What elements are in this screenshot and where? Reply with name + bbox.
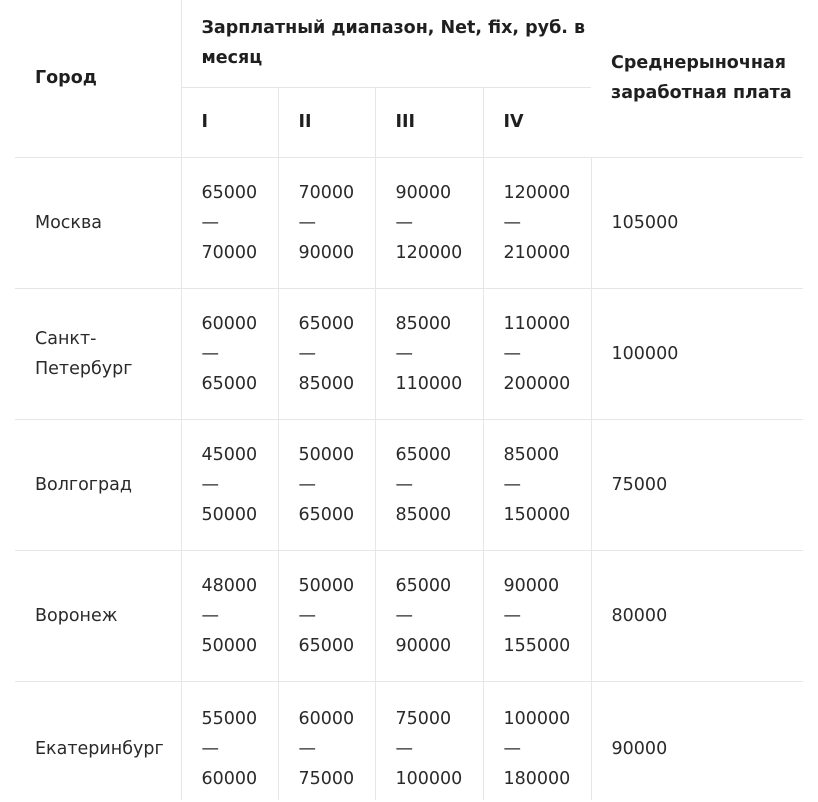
range-from: 85000 bbox=[503, 444, 560, 465]
range-dash: — bbox=[298, 474, 316, 495]
table-row bbox=[15, 157, 803, 288]
range-dash: — bbox=[201, 474, 219, 495]
range-to: 60000 bbox=[201, 768, 258, 789]
tier-header-2: II bbox=[278, 87, 375, 157]
range-from: 60000 bbox=[298, 708, 355, 729]
range-from: 65000 bbox=[395, 444, 452, 465]
range-from: 65000 bbox=[395, 575, 452, 596]
range-cell-tier-3 bbox=[375, 288, 483, 419]
range-to: 70000 bbox=[201, 242, 258, 263]
range-cell-tier-3 bbox=[375, 419, 483, 550]
range-dash: — bbox=[395, 212, 413, 233]
average-salary-cell: 105000 bbox=[591, 157, 803, 288]
range-from: 55000 bbox=[201, 708, 258, 729]
range-to: 65000 bbox=[298, 504, 355, 525]
range-cell-tier-1 bbox=[181, 550, 278, 681]
range-cell-tier-2 bbox=[278, 681, 375, 800]
range-to: 65000 bbox=[298, 635, 355, 656]
range-to: 210000 bbox=[503, 242, 571, 263]
average-salary-cell: 90000 bbox=[591, 681, 803, 800]
range-cell-tier-1 bbox=[181, 681, 278, 800]
range-cell-tier-2 bbox=[278, 419, 375, 550]
table-row bbox=[15, 550, 803, 681]
range-cell-tier-4 bbox=[483, 550, 591, 681]
range-from: 90000 bbox=[395, 182, 452, 203]
range-to: 90000 bbox=[298, 242, 355, 263]
range-dash: — bbox=[201, 738, 219, 759]
table-row bbox=[15, 288, 803, 419]
range-cell-tier-3 bbox=[375, 157, 483, 288]
city-cell: Волгоград bbox=[15, 419, 181, 550]
range-dash: — bbox=[503, 212, 521, 233]
range-to: 180000 bbox=[503, 768, 571, 789]
city-cell: Санкт-Петербург bbox=[15, 288, 181, 419]
range-to: 85000 bbox=[298, 373, 355, 394]
range-cell-tier-3 bbox=[375, 681, 483, 800]
range-from: 110000 bbox=[503, 313, 571, 334]
range-cell-tier-1 bbox=[181, 157, 278, 288]
range-dash: — bbox=[503, 605, 521, 626]
range-dash: — bbox=[201, 605, 219, 626]
range-cell-tier-2 bbox=[278, 157, 375, 288]
tier-header-1: I bbox=[181, 87, 278, 157]
average-salary-column-header: Среднерыночная заработная плата bbox=[591, 0, 803, 157]
range-to: 90000 bbox=[395, 635, 452, 656]
range-dash: — bbox=[503, 474, 521, 495]
city-column-header: Город bbox=[15, 0, 181, 157]
range-dash: — bbox=[201, 212, 219, 233]
range-to: 75000 bbox=[298, 768, 355, 789]
salary-range-group-header: Зарплатный диапазон, Net, fix, руб. в месяц bbox=[181, 0, 591, 87]
range-dash: — bbox=[503, 343, 521, 364]
range-from: 100000 bbox=[503, 708, 571, 729]
tier-header-3: III bbox=[375, 87, 483, 157]
range-dash: — bbox=[201, 343, 219, 364]
average-salary-cell: 80000 bbox=[591, 550, 803, 681]
average-salary-cell: 100000 bbox=[591, 288, 803, 419]
average-salary-cell: 75000 bbox=[591, 419, 803, 550]
range-cell-tier-2 bbox=[278, 288, 375, 419]
range-cell-tier-1 bbox=[181, 288, 278, 419]
city-cell: Екатеринбург bbox=[35, 738, 164, 759]
range-from: 90000 bbox=[503, 575, 560, 596]
range-from: 48000 bbox=[201, 575, 258, 596]
range-to: 65000 bbox=[201, 373, 258, 394]
range-cell-tier-4 bbox=[483, 157, 591, 288]
range-cell-tier-4 bbox=[483, 419, 591, 550]
range-to: 50000 bbox=[201, 635, 258, 656]
range-to: 50000 bbox=[201, 504, 258, 525]
tier-header-4: IV bbox=[483, 87, 591, 157]
salary-table bbox=[15, 0, 803, 800]
range-cell-tier-4 bbox=[483, 288, 591, 419]
range-from: 75000 bbox=[395, 708, 452, 729]
range-from: 45000 bbox=[201, 444, 258, 465]
header-row-top bbox=[15, 0, 803, 87]
range-to: 200000 bbox=[503, 373, 571, 394]
range-to: 110000 bbox=[395, 373, 463, 394]
range-dash: — bbox=[298, 343, 316, 364]
range-dash: — bbox=[298, 605, 316, 626]
city-cell: Москва bbox=[15, 157, 181, 288]
range-cell-tier-1 bbox=[181, 419, 278, 550]
range-from: 70000 bbox=[298, 182, 355, 203]
range-from: 120000 bbox=[503, 182, 571, 203]
range-dash: — bbox=[395, 605, 413, 626]
range-from: 50000 bbox=[298, 575, 355, 596]
range-from: 65000 bbox=[298, 313, 355, 334]
range-cell-tier-2 bbox=[278, 550, 375, 681]
range-from: 50000 bbox=[298, 444, 355, 465]
table-row bbox=[15, 419, 803, 550]
range-cell-tier-3 bbox=[375, 550, 483, 681]
range-cell-tier-4 bbox=[483, 681, 591, 800]
range-dash: — bbox=[395, 474, 413, 495]
range-to: 150000 bbox=[503, 504, 571, 525]
range-from: 65000 bbox=[201, 182, 258, 203]
range-from: 85000 bbox=[395, 313, 452, 334]
range-dash: — bbox=[503, 738, 521, 759]
range-dash: — bbox=[298, 738, 316, 759]
city-cell: Воронеж bbox=[15, 550, 181, 681]
range-to: 85000 bbox=[395, 504, 452, 525]
range-from: 60000 bbox=[201, 313, 258, 334]
range-to: 100000 bbox=[395, 768, 463, 789]
range-dash: — bbox=[395, 343, 413, 364]
range-to: 155000 bbox=[503, 635, 571, 656]
table-row bbox=[15, 681, 803, 800]
range-dash: — bbox=[298, 212, 316, 233]
range-to: 120000 bbox=[395, 242, 463, 263]
range-dash: — bbox=[395, 738, 413, 759]
